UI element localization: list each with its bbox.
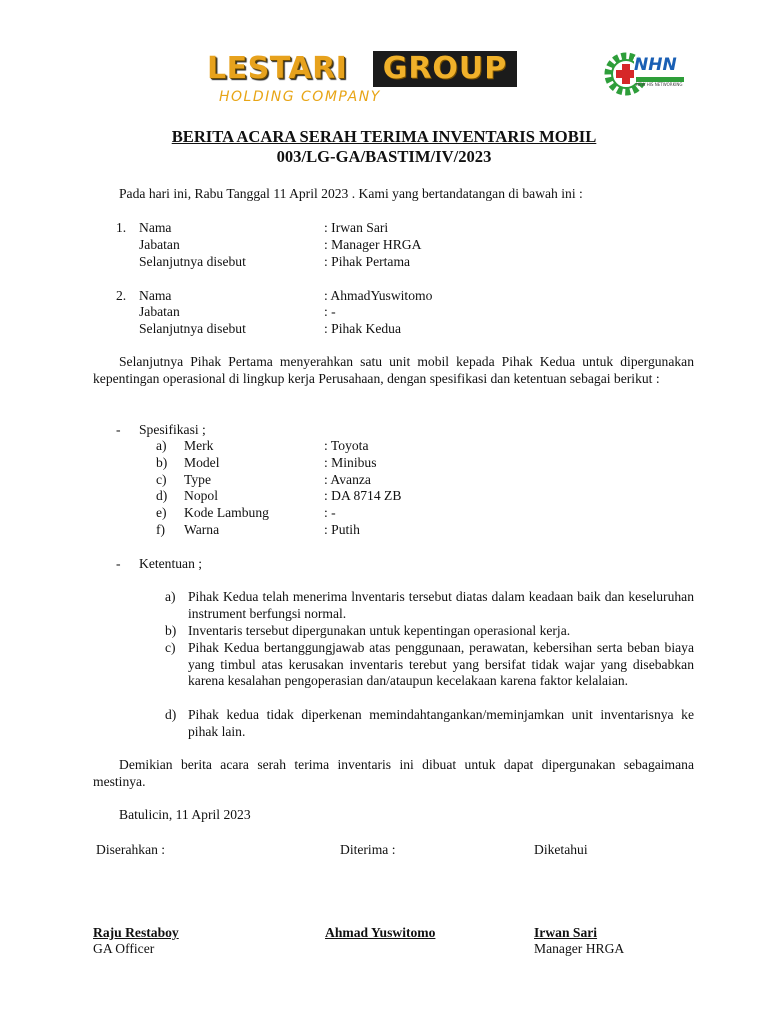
- document-number: 003/LG-GA/BASTIM/IV/2023: [276, 147, 492, 166]
- party-2-name-value: : AhmadYuswitomo: [324, 288, 433, 303]
- signature-role-handover: Diserahkan :: [96, 842, 166, 857]
- handover-paragraph: Selanjutnya Pihak Pertama menyerahkan satu unit mobil kepada Pihak Kedua untuk dipergunakan kepentingan operasional di lingkup kerja Perusahaan, dengan spesifikasi dan ketentuan sebagai berikut :: [93, 354, 694, 386]
- spec-letter: e): [156, 505, 167, 520]
- logo-word-lestari: LESTARI: [207, 51, 348, 86]
- party-1-number: 1.: [116, 220, 127, 235]
- term-item: [165, 640, 694, 690]
- lestari-group-logo: [207, 51, 517, 87]
- opening-paragraph: Pada hari ini, Rabu Tanggal 11 April 2023 . Kami yang bertandatangan di bawah ini :: [119, 186, 583, 201]
- term-text: Pihak Kedua telah menerima lnventaris tersebut diatas dalam keadaan baik dan keseluruhan instrument berfungsi normal.: [188, 589, 694, 621]
- party-2-position-label: Jabatan: [139, 304, 180, 319]
- logo-word-group: GROUP: [373, 51, 517, 87]
- spec-value: : Toyota: [324, 438, 369, 453]
- party-2-alias-label: Selanjutnya disebut: [139, 321, 246, 336]
- signature-position-acknowledged: Manager HRGA: [534, 941, 625, 956]
- party-1-position-value: : Manager HRGA: [324, 237, 422, 252]
- spec-value: : -: [324, 505, 336, 520]
- term-item: [165, 707, 694, 740]
- party-1-alias-value: : Pihak Pertama: [324, 254, 411, 269]
- term-text: Pihak Kedua bertanggungjawab atas penggunaan, perawatan, kebersihan serta beban biaya yang timbul atas kerusakan inventaris terebut yang bersifat tidak wajar yang disebabkan karena kesalahan pengoperasian dan/ataupun kecelakaan karena faktor kelalaian.: [188, 640, 694, 689]
- term-item: [165, 589, 694, 622]
- term-item: [165, 623, 694, 640]
- term-text: Pihak kedua tidak diperkenan memindahtangankan/meminjamkan unit inventarisnya ke pihak lain.: [188, 707, 694, 739]
- nhn-logo-text: NHN: [634, 55, 677, 75]
- spec-value: : DA 8714 ZB: [324, 488, 402, 503]
- term-letter: d): [165, 707, 177, 722]
- signature-name-receiver: Ahmad Yuswitomo: [325, 925, 436, 940]
- party-2-number: 2.: [116, 288, 127, 303]
- term-letter: a): [165, 589, 176, 604]
- spec-label: Merk: [184, 438, 214, 453]
- spec-value: : Minibus: [324, 455, 377, 470]
- logo-tagline: HOLDING COMPANY: [219, 89, 381, 105]
- spec-label: Model: [184, 455, 220, 470]
- nhn-logo-subtext: NEW HIS NETWORKING: [636, 82, 683, 87]
- spec-bullet: -: [116, 422, 121, 437]
- party-1-name-value: : Irwan Sari: [324, 220, 389, 235]
- party-2-name-label: Nama: [139, 288, 172, 303]
- term-letter: b): [165, 623, 177, 638]
- spec-label: Warna: [184, 522, 220, 537]
- party-2-alias-value: : Pihak Kedua: [324, 321, 402, 336]
- spec-letter: c): [156, 472, 167, 487]
- party-2-position-value: : -: [324, 304, 336, 319]
- closing-paragraph: Demikian berita acara serah terima inventaris ini dibuat untuk dapat dipergunakan sebagaimana mestinya.: [93, 757, 694, 789]
- spec-heading: Spesifikasi ;: [139, 422, 206, 437]
- spec-letter: d): [156, 488, 168, 503]
- signature-position-handover: GA Officer: [93, 941, 155, 956]
- signature-name-acknowledged: Irwan Sari: [534, 925, 598, 940]
- spec-label: Kode Lambung: [184, 505, 269, 520]
- party-1-position-label: Jabatan: [139, 237, 180, 252]
- signature-role-receiver: Diterima :: [340, 842, 396, 857]
- term-text: Inventaris tersebut dipergunakan untuk kepentingan operasional kerja.: [188, 623, 571, 638]
- place-date: Batulicin, 11 April 2023: [119, 807, 251, 822]
- spec-label: Type: [184, 472, 211, 487]
- spec-letter: b): [156, 455, 168, 470]
- spec-value: : Avanza: [324, 472, 371, 487]
- terms-bullet: -: [116, 556, 121, 571]
- signature-role-acknowledged: Diketahui: [534, 842, 588, 857]
- spec-value: : Putih: [324, 522, 360, 537]
- spec-label: Nopol: [184, 488, 218, 503]
- party-1-name-label: Nama: [139, 220, 172, 235]
- party-1-alias-label: Selanjutnya disebut: [139, 254, 246, 269]
- term-letter: c): [165, 640, 176, 655]
- spec-letter: a): [156, 438, 167, 453]
- terms-heading: Ketentuan ;: [139, 556, 203, 571]
- signature-name-handover: Raju Restaboy: [93, 925, 179, 940]
- document-title: BERITA ACARA SERAH TERIMA INVENTARIS MOBIL: [171, 127, 597, 146]
- nhn-logo: [604, 47, 688, 101]
- spec-letter: f): [156, 522, 166, 537]
